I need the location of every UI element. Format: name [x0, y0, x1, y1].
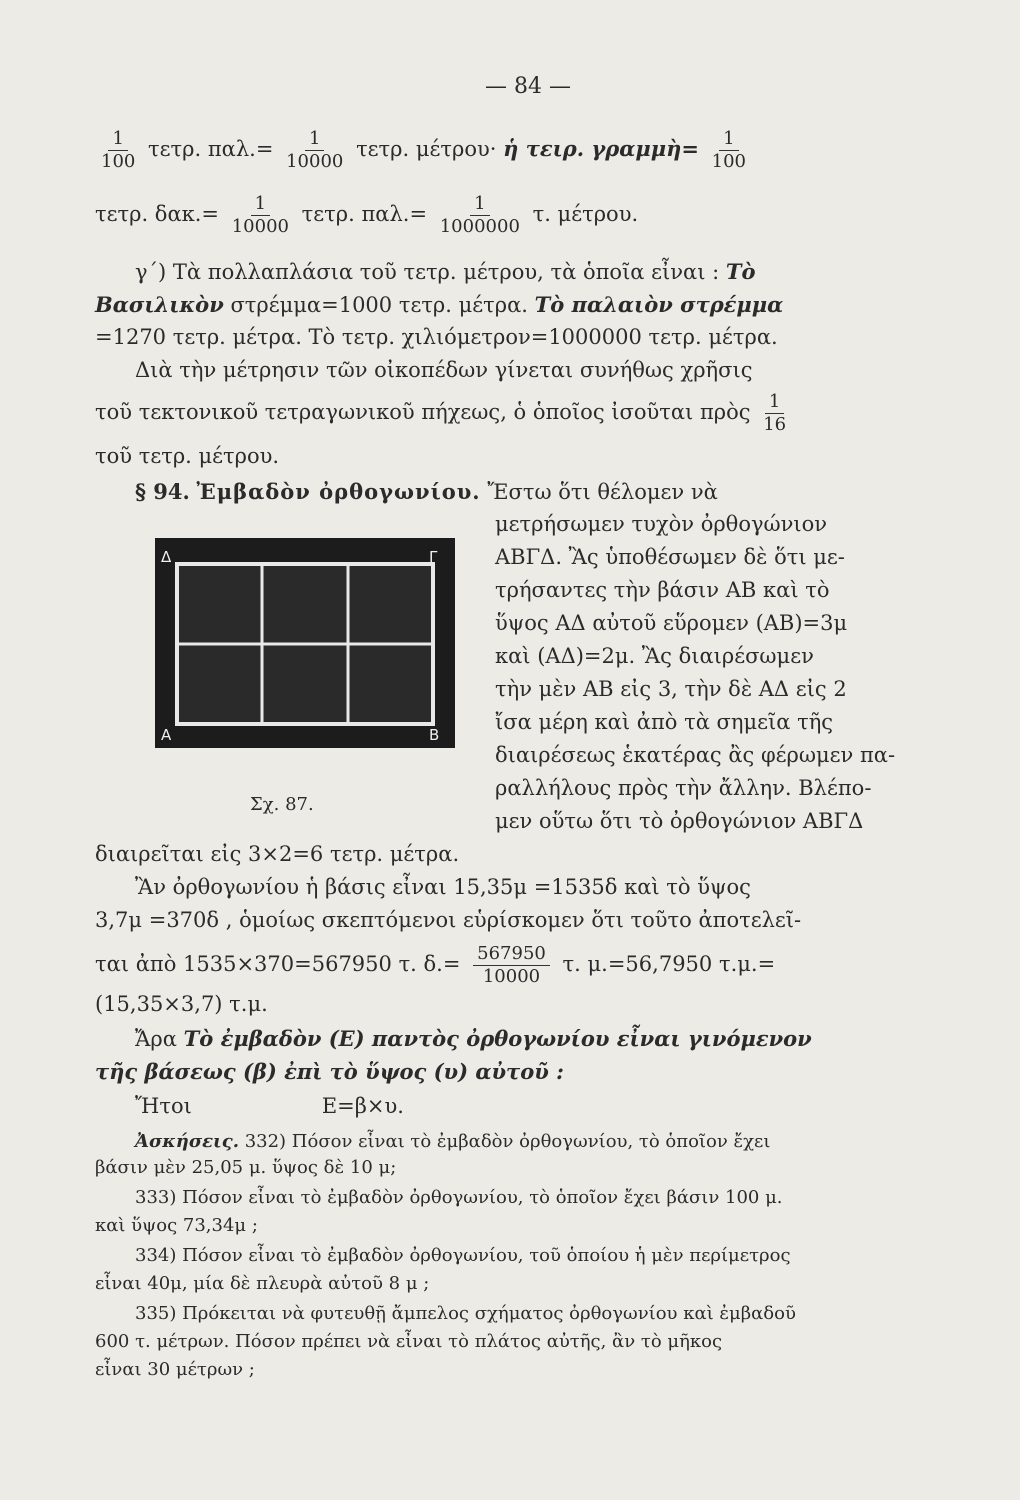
exercises-label: Ἀσκήσεις. [135, 1131, 239, 1152]
text-line: Βασιλικὸν στρέμμα=1000 τετρ. μέτρα. Τὸ παλαιὸν στρέμμα [95, 292, 784, 317]
fraction: $\frac{1}{16}$ [763, 391, 787, 435]
text-line: ται ἀπὸ 1535×370=567950 τ. δ.= $\frac{567950}{10000}$ τ. μ.=56,7950 τ.μ.= [95, 943, 776, 987]
vertex-label-a: Α [161, 726, 172, 744]
right-column-line: τρήσαντες τὴν βάσιν ΑΒ καὶ τὸ [495, 578, 830, 602]
exercise-line: 335) Πρόκειται νὰ φυτευθῇ ἄμπελος σχήματος ὀρθογωνίου καὶ ἐμβαδοῦ [135, 1303, 796, 1324]
page-number: — 84 — [485, 74, 571, 99]
fraction: $\frac{1}{1000000}$ [439, 193, 520, 237]
exercise-line: 333) Πόσον εἶναι τὸ ἐμβαδὸν ὀρθογωνίου, τὸ ὁποῖον ἔχει βάσιν 100 μ. [135, 1187, 783, 1208]
text-line: =1270 τετρ. μέτρα. Τὸ τετρ. χιλιόμετρον=1000000 τετρ. μέτρα. [95, 325, 778, 349]
exercise-line: εἶναι 40μ, μία δὲ πλευρὰ αὐτοῦ 8 μ ; [95, 1273, 430, 1294]
right-column-line: τὴν μὲν ΑΒ εἰς 3, τὴν δὲ ΑΔ εἰς 2 [495, 677, 847, 701]
text-line: Ἄρα Τὸ ἐμβαδὸν (Ε) παντὸς ὀρθογωνίου εἶναι γινόμενον [135, 1026, 812, 1051]
exercise-line: εἶναι 30 μέτρων ; [95, 1359, 255, 1380]
right-column-line: ΑΒΓΔ. Ἂς ὑποθέσωμεν δὲ ὅτι με- [495, 545, 845, 569]
text-line: (15,35×3,7) τ.μ. [95, 992, 268, 1016]
right-column-line: μετρήσωμεν τυχὸν ὀρθογώνιον [495, 512, 828, 536]
grid-diagram [155, 538, 455, 748]
text-line: Ἂν ὀρθογωνίου ἡ βάσις εἶναι 15,35μ =1535δ καὶ τὸ ὕψος [135, 875, 751, 899]
rectangle-figure [155, 538, 455, 748]
exercise-line: 600 τ. μέτρων. Πόσον πρέπει νὰ εἶναι τὸ πλάτος αὐτῆς, ἂν τὸ μῆκος [95, 1331, 723, 1352]
unit-line-1: $\frac{1}{100}$ τετρ. παλ.= $\frac{1}{10000}$ τετρ. μέτρου· ἡ τειρ. γραμμὴ= $\frac{1}{100}$ [101, 128, 747, 172]
text-line: τῆς βάσεως (β) ἐπὶ τὸ ὕψος (υ) αὐτοῦ : [95, 1059, 564, 1084]
exercise-line: Ἀσκήσεις. 332) Πόσον εἶναι τὸ ἐμβαδὸν ὀρθογωνίου, τὸ ὁποῖον ἔχει [135, 1131, 771, 1152]
text-line: τοῦ τετρ. μέτρου. [95, 444, 280, 468]
text-line: γ΄) Τὰ πολλαπλάσια τοῦ τετρ. μέτρου, τὰ ὁποῖα εἶναι : Τὸ [135, 259, 756, 284]
right-column-line: διαιρέσεως ἑκατέρας ἂς φέρωμεν πα- [495, 743, 896, 767]
exercise-line: 334) Πόσον εἶναι τὸ ἐμβαδὸν ὀρθογωνίου, τοῦ ὁποίου ἡ μὲν περίμετρος [135, 1245, 791, 1266]
vertex-label-g: Γ [429, 548, 438, 566]
formula-line: Ἤτοι Ε=β×υ. [135, 1094, 404, 1118]
text-line: Διὰ τὴν μέτρησιν τῶν οἰκοπέδων γίνεται συνήθως χρῆσις [135, 358, 753, 382]
fraction: $\frac{1}{10000}$ [286, 128, 344, 172]
fraction: $\frac{1}{100}$ [711, 128, 747, 172]
exercise-line: καὶ ὕψος 73,34μ ; [95, 1215, 258, 1236]
vertex-label-d: Δ [161, 548, 172, 566]
fraction: $\frac{1}{100}$ [101, 128, 136, 172]
right-column-line: μεν οὕτω ὅτι τὸ ὀρθογώνιον ΑΒΓΔ [495, 809, 864, 833]
book-page [95, 60, 965, 1430]
fraction: $\frac{1}{10000}$ [231, 193, 289, 237]
text-line: 3,7μ =370δ , ὁμοίως σκεπτόμενοι εὑρίσκομεν ὅτι τοῦτο ἀποτελεῖ- [95, 908, 802, 932]
text-line: διαιρεῖται εἰς 3×2=6 τετρ. μέτρα. [95, 842, 460, 866]
section-number: § 94. [135, 479, 190, 504]
exercise-line: βάσιν μὲν 25,05 μ. ὕψος δὲ 10 μ; [95, 1157, 397, 1178]
right-column-line: ὕψος ΑΔ αὐτοῦ εὕρομεν (ΑΒ)=3μ [495, 611, 848, 635]
unit-line-2: τετρ. δακ.= $\frac{1}{10000}$ τετρ. παλ.= $\frac{1}{1000000}$ τ. μέτρου. [95, 193, 639, 237]
right-column-line: ἴσα μέρη καὶ ἀπὸ τὰ σημεῖα τῆς [495, 710, 834, 734]
fraction: $\frac{567950}{10000}$ [473, 945, 550, 986]
figure-caption: Σχ. 87. [250, 794, 314, 815]
right-column-line: καὶ (ΑΔ)=2μ. Ἂς διαιρέσωμεν [495, 644, 814, 668]
vertex-label-b: Β [429, 726, 440, 744]
section-title: Ἐμβαδὸν ὀρθογωνίου. [196, 479, 481, 504]
text-line: τοῦ τεκτονικοῦ τετραγωνικοῦ πήχεως, ὁ ὁποῖος ἰσοῦται πρὸς $\frac{1}{16}$ [95, 391, 787, 435]
right-column-line: ραλλήλους πρὸς τὴν ἄλλην. Βλέπο- [495, 776, 872, 800]
section-heading: § 94. Ἐμβαδὸν ὀρθογωνίου. Ἔστω ὅτι θέλομεν νὰ [135, 479, 718, 504]
